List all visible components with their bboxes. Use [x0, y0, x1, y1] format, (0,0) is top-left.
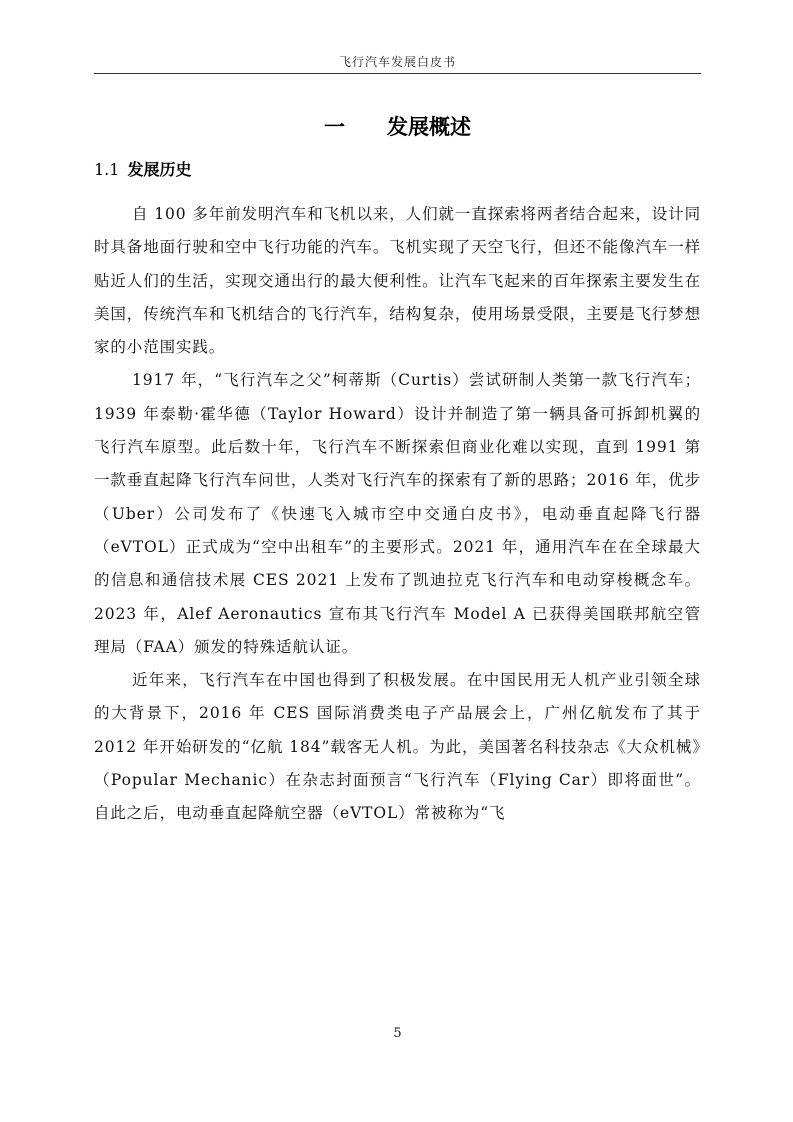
paragraph-2: 1917 年，“飞行汽车之父”柯蒂斯（Curtis）尝试研制人类第一款飞行汽车；1939 年泰勒·霍华德（Taylor Howard）设计并制造了第一辆具备可拆卸机翼的飞行汽车原型。此后数十年，飞行汽车不断探索但商业化难以实现，直到 1991 第一款垂直起降飞行汽车问世，人类对飞行汽车的探索有了新的思路；2016 年，优步（Uber）公司发布了《快速飞入城市空中交通白皮书》，电动垂直起降飞行器（eVTOL）正式成为“空中出租车”的主要形式。2021 年，通用汽车在在全球最大的信息和通信技术展 CES 2021 上发布了凯迪拉克飞行汽车和电动穿梭概念车。2023 年，Alef Aeronautics 宣布其飞行汽车 Model A 已获得美国联邦航空管理局（FAA）颁发的特殊适航认证。 [94, 371, 701, 656]
chapter-title-text: 发展概述 [387, 114, 471, 139]
chapter-heading [94, 112, 701, 142]
header-divider [94, 73, 701, 74]
section-title-text: 发展历史 [127, 160, 192, 179]
chapter-number: 一 [324, 114, 345, 139]
page-number: 5 [393, 1026, 402, 1041]
running-header: 飞行汽车发展白皮书 [338, 55, 456, 69]
body-text [94, 198, 701, 831]
paragraph-3: 近年来，飞行汽车在中国也得到了积极发展。在中国民用无人机产业引领全球的大背景下，2016 年 CES 国际消费类电子产品展会上，广州亿航发布了其于 2012 年开始研发的“亿航 184”载客无人机。为此，美国著名科技杂志《大众机械》（Popular Mechanic）在杂志封面预言“飞行汽车（Flying Car）即将面世”。自此之后，电动垂直起降航空器（eVTOL）常被称为“飞 [94, 671, 701, 823]
section-heading [94, 156, 191, 184]
paragraph-1: 自 100 多年前发明汽车和飞机以来，人们就一直探索将两者结合起来，设计同时具备地面行驶和空中飞行功能的汽车。飞机实现了天空飞行，但还不能像汽车一样贴近人们的生活，实现交通出行的最大便利性。让汽车飞起来的百年探索主要发生在美国，传统汽车和飞机结合的飞行汽车，结构复杂，使用场景受限，主要是飞行梦想家的小范围实践。 [94, 205, 701, 357]
section-number: 1.1 [94, 160, 120, 179]
